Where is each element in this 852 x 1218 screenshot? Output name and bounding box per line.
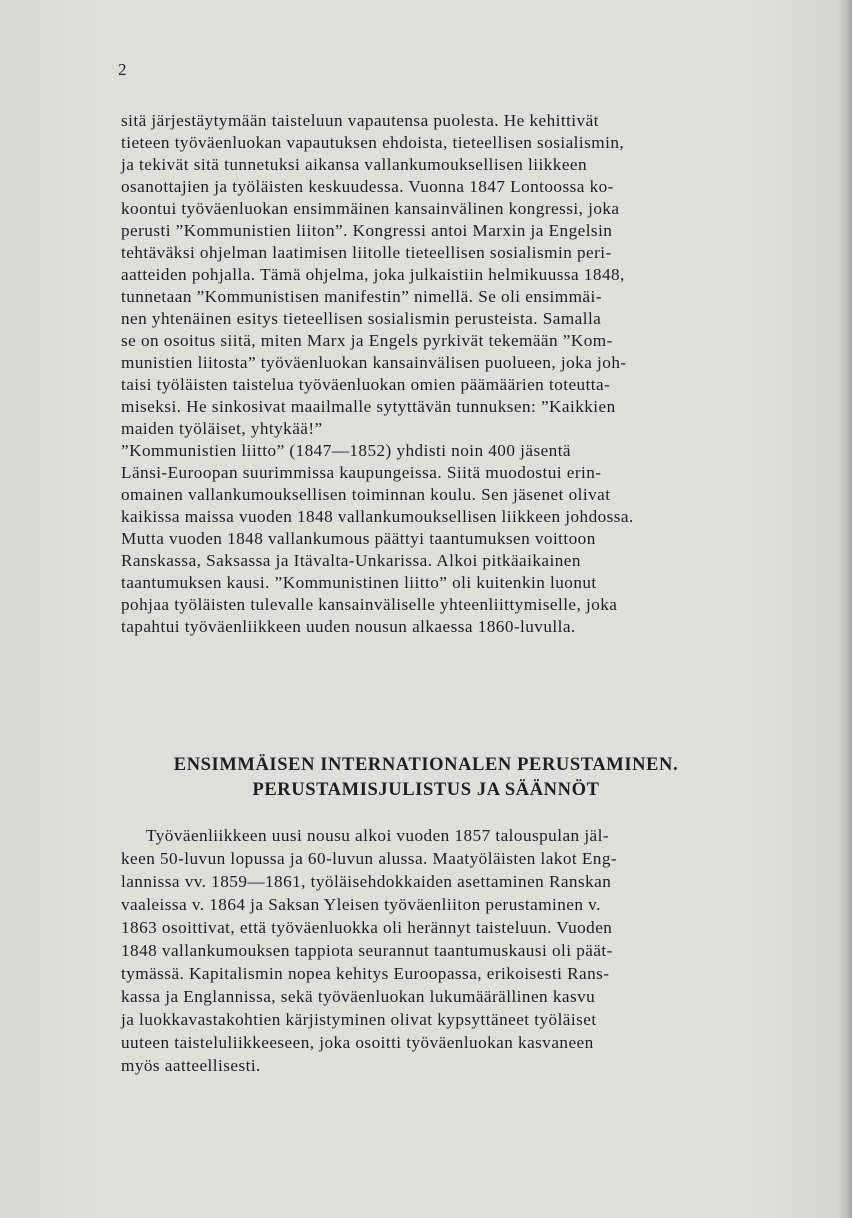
text-line: kaikissa maissa vuoden 1848 vallankumouksellisen liikkeen johdossa. (121, 507, 634, 526)
page-edge-shadow (838, 0, 852, 1218)
text-line: taantumuksen kausi. ”Kommunistinen liitto” oli kuitenkin luonut (121, 573, 597, 592)
text-line: tapahtui työväenliikkeen uuden nousun alkaessa 1860-luvulla. (121, 617, 576, 636)
text-line: omainen vallankumouksellisen toiminnan koulu. Sen jäsenet olivat (121, 485, 611, 504)
page-number: 2 (118, 60, 127, 79)
text-line: Työväenliikkeen uusi nousu alkoi vuoden 1857 talouspulan jäl- (146, 826, 610, 845)
text-line: tehtäväksi ohjelman laatimisen liitolle tieteellisen sosialismin peri- (121, 243, 612, 262)
text-line: perusti ”Kommunistien liiton”. Kongressi antoi Marxin ja Engelsin (121, 221, 613, 240)
text-line: Ranskassa, Saksassa ja Itävalta-Unkarissa. Alkoi pitkäaikainen (121, 551, 581, 570)
text-line: ja tekivät sitä tunnetuksi aikansa vallankumouksellisen liikkeen (121, 155, 588, 174)
text-line: 1848 vallankumouksen tappiota seurannut taantumuskausi oli päät- (121, 941, 613, 960)
text-line: munistien liitosta” työväenluokan kansainvälisen puolueen, joka joh- (121, 353, 627, 372)
text-line: tunnetaan ”Kommunistisen manifestin” nimellä. Se oli ensimmäi- (121, 287, 602, 306)
text-line: ”Kommunistien liitto” (1847—1852) yhdisti noin 400 jäsentä (121, 441, 572, 460)
text-line: aatteiden pohjalla. Tämä ohjelma, joka julkaistiin helmikuussa 1848, (121, 265, 625, 284)
text-line: myös aatteellisesti. (121, 1056, 261, 1075)
text-line: nen yhtenäinen esitys tieteellisen sosialismin perusteista. Samalla (121, 309, 602, 328)
text-line: maiden työläiset, yhtykää!” (121, 419, 323, 438)
text-line: Länsi-Euroopan suurimmissa kaupungeissa. Siitä muodostui erin- (121, 463, 602, 482)
section-heading-line-1: ENSIMMÄISEN INTERNATIONALEN PERUSTAMINEN. (173, 755, 679, 775)
text-line: uuteen taisteluliikkeeseen, joka osoitti työväenluokan kasvaneen (121, 1033, 594, 1052)
text-line: taisi työläisten taistelua työväenluokan omien päämäärien toteutta- (121, 375, 611, 394)
text-line: sitä järjestäytymään taisteluun vapautensa puolesta. He kehittivät (121, 111, 599, 130)
text-line: 1863 osoittivat, että työväenluokka oli herännyt taisteluun. Vuoden (121, 918, 613, 937)
text-line: kassa ja Englannissa, sekä työväenluokan lukumäärällinen kasvu (121, 987, 596, 1006)
text-line: pohjaa työläisten tulevalle kansainväliselle yhteenliittymiselle, joka (121, 595, 618, 614)
text-line: lannissa vv. 1859—1861, työläisehdokkaiden asettaminen Ranskan (121, 872, 612, 891)
text-line: osanottajien ja työläisten keskuudessa. Vuonna 1847 Lontoossa ko- (121, 177, 614, 196)
text-line: keen 50-luvun lopussa ja 60-luvun alussa. Maatyöläisten lakot Eng- (121, 849, 618, 868)
text-line: tymässä. Kapitalismin nopea kehitys Euroopassa, erikoisesti Rans- (121, 964, 610, 983)
section-heading-line-2: PERUSTAMISJULISTUS JA SÄÄNNÖT (252, 780, 600, 800)
text-line: tieteen työväenluokan vapautuksen ehdoista, tieteellisen sosialismin, (121, 133, 625, 152)
text-line: miseksi. He sinkosivat maailmalle sytyttävän tunnuksen: ”Kaikkien (121, 397, 616, 416)
text-line: Mutta vuoden 1848 vallankumous päättyi taantumuksen voittoon (121, 529, 596, 548)
text-line: vaaleissa v. 1864 ja Saksan Yleisen työväenliiton perustaminen v. (121, 895, 601, 914)
text-line: ja luokkavastakohtien kärjistyminen olivat kypsyttäneet työläiset (121, 1010, 597, 1029)
text-line: koontui työväenluokan ensimmäinen kansainvälinen kongressi, joka (121, 199, 620, 218)
text-line: se on osoitus siitä, miten Marx ja Engels pyrkivät tekemään ”Kom- (121, 331, 613, 350)
